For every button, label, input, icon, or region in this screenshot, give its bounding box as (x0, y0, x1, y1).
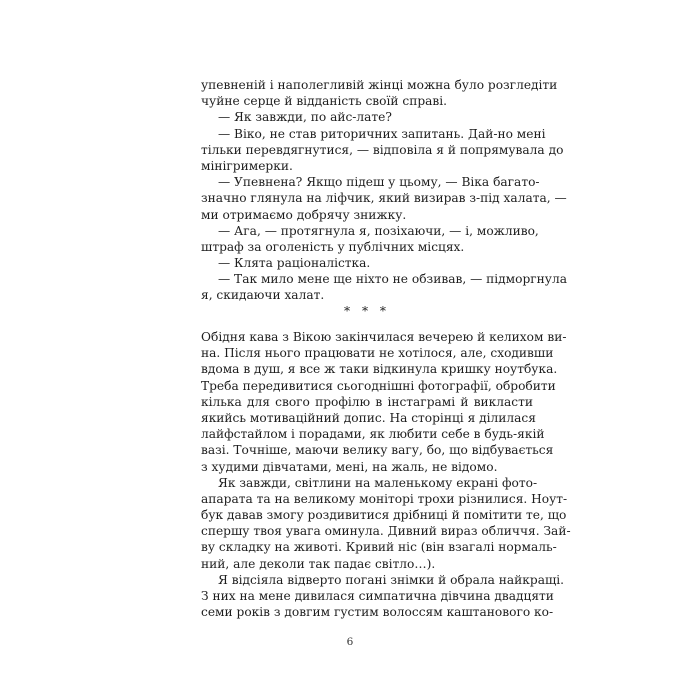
text-line: з худими дівчатами, мені, на жаль, не відомо. (201, 459, 498, 474)
text-line: мінігримерки. (201, 158, 293, 173)
text-line: — Упевнена? Якщо підеш у цьому, — Віка багато- (218, 175, 540, 190)
text-part-1 (201, 77, 567, 304)
text-line: З них на мене дивилася симпатична дівчина двадцяти (201, 589, 554, 603)
text-line: ву складку на животі. Кривий ніс (він взагалі нормаль- (201, 540, 557, 555)
text-line: на. Після нього працювати не хотілося, але, сходивши (201, 346, 554, 361)
text-line: — Клята раціоналістка. (218, 256, 371, 271)
text-line: ний, але деколи так падає світло…). (201, 556, 436, 571)
text-line: я, скидаючи халат. (201, 288, 325, 303)
text-line: якийсь мотиваційний допис. На сторінці я ділилася (201, 410, 536, 425)
text-line: Треба передивитися сьогоднішні фотографії, обробити (201, 378, 556, 393)
text-line: кілька для свого профілю в інстаграмі й викласти (201, 394, 533, 409)
text-line: Як завжди, світлини на маленькому екрані фото- (218, 475, 538, 490)
text-line: — Ага, — протягнула я, позіхаючи, — і, можливо, (218, 223, 539, 238)
text-line: — Так мило мене ще ніхто не обзивав, — підморгнула (218, 272, 567, 287)
text-line: апарата та на великому моніторі трохи різнилися. Ноут- (201, 491, 568, 506)
text-line: лайфстайлом і порадами, як любити себе в будь-якій (201, 427, 545, 442)
text-line: — Як завжди, по айс-лате? (218, 110, 392, 125)
text-line: упевненій і наполегливій жінці можна було розгледіти (201, 78, 558, 92)
text-line: — Віко, не став риторичних запитань. Дай-но мені (218, 126, 546, 141)
text-part-2 (201, 329, 571, 620)
text-line: Я відсіяла відверто погані знімки й обрала найкращі. (218, 572, 565, 587)
text-line: спершу твоя увага оминула. Дивний вираз обличчя. Зай- (201, 524, 571, 539)
text-line: Обідня кава з Вікою закінчилася вечерею й келихом ви- (201, 330, 567, 344)
text-line: вазі. Точніше, маючи велику вагу, бо, що відбувається (201, 443, 554, 458)
text-line: ми отримаємо добрячу знижку. (201, 207, 407, 222)
text-line: бук давав змогу роздивитися дрібниці й помітити те, що (201, 508, 567, 523)
section-separator: * * * (343, 304, 391, 318)
page-number: 6 (346, 636, 354, 648)
text-line: штраф за оголеність у публічних місцях. (201, 239, 465, 254)
text-line: вдома в душ, я все ж таки відкинула кришку ноутбука. (201, 362, 558, 377)
text-line: значно глянула на ліфчик, який визирав з-під халата, — (201, 191, 567, 206)
text-line: тільки перевдягнутися, — відповіла я й попрямувала до (201, 142, 564, 157)
text-line: семи років з довгим густим волоссям каштанового ко- (201, 605, 554, 620)
text-line: чуйне серце й відданість своїй справі. (201, 94, 448, 109)
